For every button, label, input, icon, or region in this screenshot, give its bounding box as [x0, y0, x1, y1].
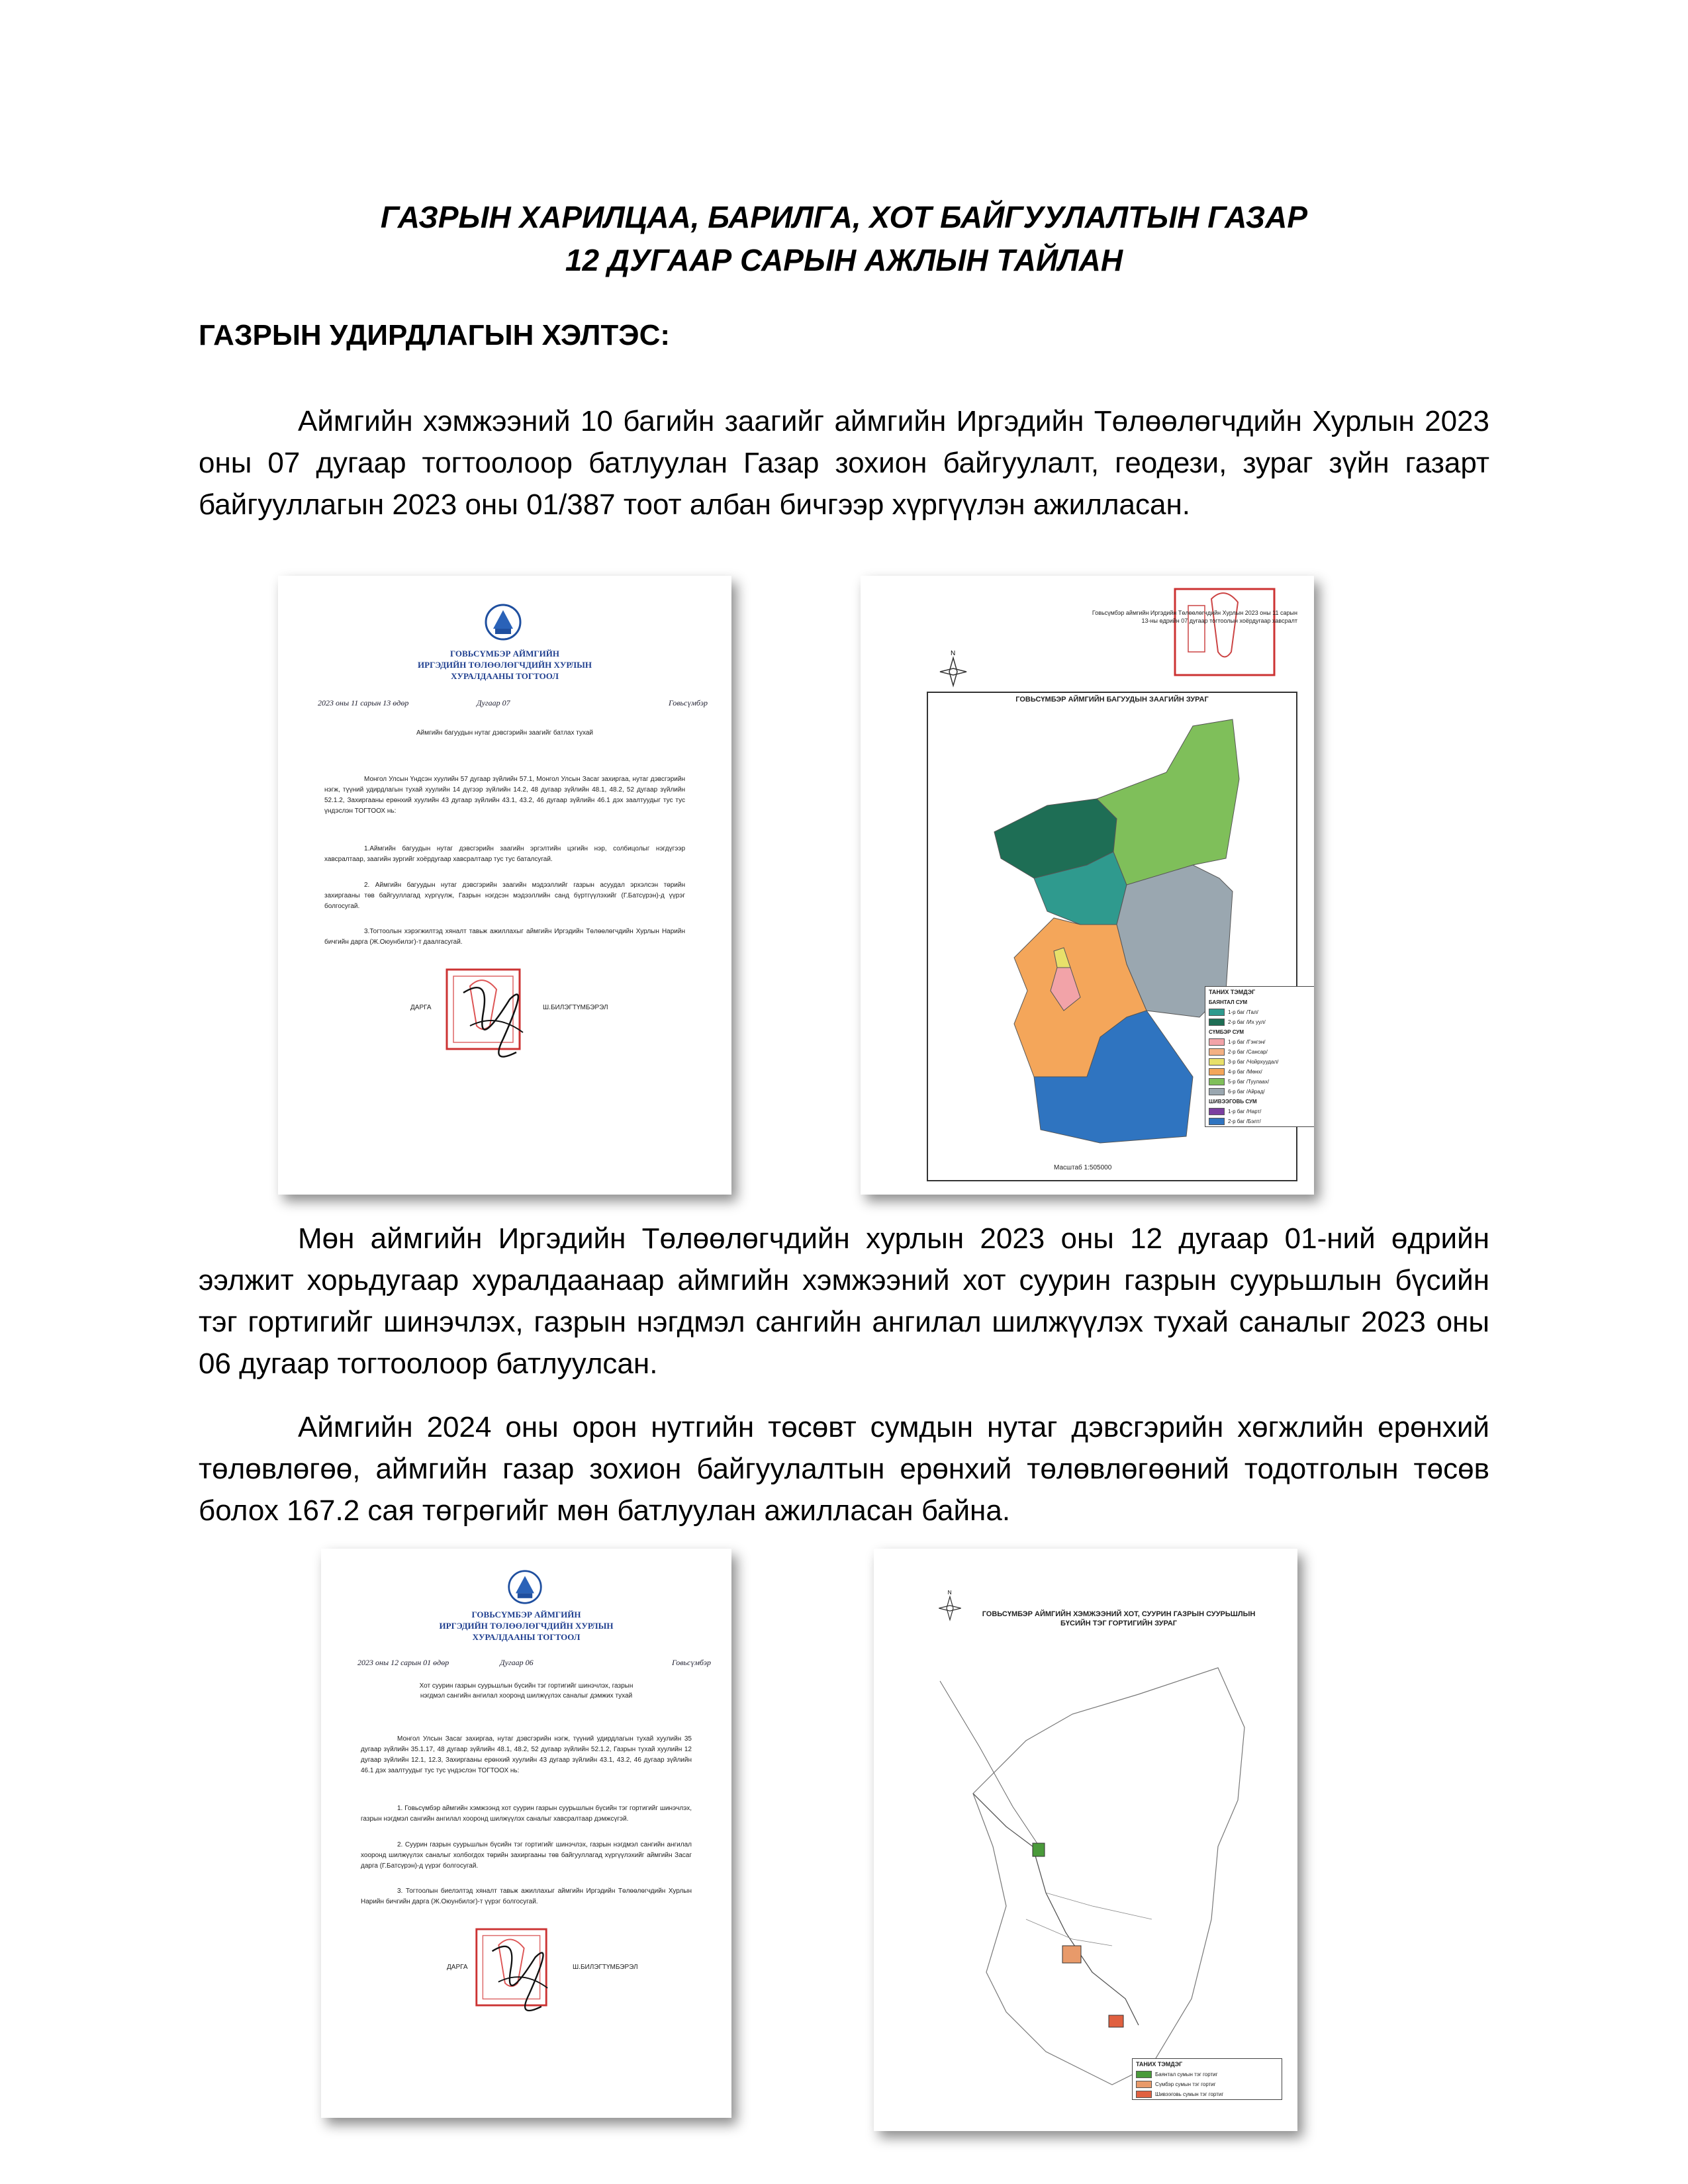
svg-text:N: N [947, 1589, 952, 1596]
legend-label: 2-р баг /Бэлт/ [1228, 1118, 1261, 1124]
legend-label: Сүмбэр сумын тэг гортиг [1155, 2081, 1216, 2087]
doc1-subject: Аймгийн багуудын нутаг дэвсгэрийн заагийг батлах тухай [416, 729, 594, 737]
legend-label: 2-р баг /Их уул/ [1228, 1019, 1266, 1025]
bag-boundary-map [861, 576, 1314, 1195]
paragraph-2: Мөн аймгийн Иргэдийн Төлөөлөгчдийн хурлын 2023 оны 12 дугаар 01-ний өдрийн ээлжит хорьдугаар хуралдаанаар аймгийн хэмжээний хот суурин газрын суурьшлын бүсийн тэг гортигийг шинэчлэх, газрын нэгдмэл сангийн ангилал шилжүүлэх тухай саналыг 2023 оны 06 дугаар тогтоолоор батлуулсан. [199, 1222, 1489, 1380]
doc1-sign-left: ДАРГА [410, 1004, 432, 1011]
doc1-number: Дугаар 07 [477, 698, 510, 707]
resolution-07-scan: ГОВЬСҮМБЭР АЙМГИЙН ИРГЭДИЙН ТӨЛӨӨЛӨГЧДИЙН ХУРЛЫН ХУРАЛДААНЫ ТОГТООЛ 2023 оны 11 сарын 13 өдөр Дугаар 07 Говьсүмбэр Аймгийн багуудын нутаг дэвсгэрийн заагийг батлах тухай Монгол Улсын Үндсэн хуулийн 57 дугаар зүйлийн 57.1, Монгол Улсын Засаг захиргаа, нутаг дэвсгэрийн нэгж, түүний удирдлагын тухай хуулийн 14 дүгээр зүйлийн 14.2, 48 дугаар зүйлийн 48.1, 48.2, 52 дугаар зүйлийн 52.1.2, Захиргааны ерөнхий хуулийн 43 дугаар зүйлийн 43.1, 43.2, 46 дугаар зүйлийн 46.1 дэх заалтуудыг тус тус үндэслэн ТОГТООХ нь: 1.Аймгийн багуудын нутаг дэвсгэрийн заагийн эргэлтийн цэгийн нэр, солбицолыг нэгдүгээр хавсралтаар, заагийн зургийг хоёрдугаар хавсралтаар тус тус баталсугай. 2. Аймгийн багуудын нутаг дэвсгэрийн заагийн мэдээллийг газрын асуудал эрхэлсэн төрийн захиргааны төв байгууллагад хүргүүлж, Газрын нэгдсэн мэдээллийн санд бүртгүүлэхийг (Г.Батсүрэн)-д үүрэг болгосугай. 3.Тогтоолын хэрэгжилтэд хяналт тавьж ажиллахыг аймгийн Иргэдийн Төлөөлөгчдийн Хурлын Нарийн бичгийн дарга (Ж.Оюунбилэг)-т даалгасугай. ДАРГА Ш.БИЛЭГТҮМБЭРЭЛ [278, 576, 731, 1195]
emblem-icon [483, 602, 523, 642]
legend-swatch [1209, 1009, 1225, 1016]
legend-swatch [1209, 1019, 1225, 1026]
doc2-item1: 1. Говьсүмбэр аймгийн хэмжээнд хот суурин газрын суурьшлын бүсийн тэг гортигийг шинэчлэх, газрын нэгдмэл сангийн ангилал хооронд шилжүүлэх саналыг хавсралтаар дэмжсүгэй. [361, 1805, 692, 1823]
doc2-sign-right: Ш.БИЛЭГТҮМБЭРЭЛ [573, 1964, 638, 1971]
doc1-body: Монгол Улсын Үндсэн хуулийн 57 дугаар зүйлийн 57.1, Монгол Улсын Засаг захиргаа, нутаг дэвсгэрийн нэгж, түүний удирдлагын тухай хуулийн 14 дүгээр зүйлийн 14.2, 48 дугаар зүйлийн 48.1, 48.2, 52 дугаар зүйлийн 52.1.2, Захиргааны ерөнхий хуулийн 43 дугаар зүйлийн 43.1, 43.2, 46 дугаар зүйлийн 46.1 дэх заалтуудыг тус тус үндэслэн ТОГТООХ нь: [324, 776, 685, 815]
north-arrow-icon [933, 1588, 966, 1628]
paragraph-3: Аймгийн 2024 оны орон нутгийн төсөвт сумдын нутаг дэвсгэрийн хөгжлийн ерөнхий төлөвлөгөө, аймгийн газар зохион байгуулалтын ерөнхий төлөвлөгөөний тодотголын төсөв болох 167.2 сая төгрөгийг мөн батлуулан ажилласан байна. [199, 1411, 1489, 1527]
map2-legend-item [1133, 2079, 1282, 2089]
map1-stamp-text: Говьсүмбэр аймгийн Иргэдийн Төлөөлөгчдийн Хурлын 2023 оны 11 сарын 13-ны өдрийн 07 дугаар тогтоолын хоёрдугаар хавсралт [1092, 610, 1297, 624]
legend-label: 1-р баг /Нарт/ [1228, 1109, 1262, 1115]
map1-legend-item [1205, 1077, 1314, 1087]
legend-label: 3-р баг /Чойрхуудал/ [1228, 1059, 1279, 1065]
legend-swatch [1136, 2081, 1152, 2088]
map1-legend-group: БАЯНТАЛ СУМ [1209, 999, 1248, 1005]
doc2-sign-left: ДАРГА [447, 1964, 468, 1971]
map1-legend-item [1205, 1116, 1314, 1126]
legend-swatch [1209, 1088, 1225, 1095]
map1-legend-item [1205, 1057, 1314, 1067]
doc2-item3: 3. Тогтоолын биелэлтэд хяналт тавьж ажиллахыг аймгийн Иргэдийн Төлөөлөгчдийн Хурлын Нарийн бичгийн дарга (Ж.Оюунбилэг)-т үүрэг болгосугай. [361, 1888, 692, 1905]
doc2-item2: 2. Суурин газрын суурьшлын бүсийн тэг гортигийг шинэчлэх, газрын нэгдмэл сангийн ангилал хооронд шилжүүлэх саналыг холбогдох төрийн захиргааны төв байгууллагад хүргүүлэхийг аймгийн Засаг дарга (Г.Батсүрэн)-д үүрэг болгосугай. [361, 1841, 692, 1870]
map1-legend-title: ТАНИХ ТЭМДЭГ [1209, 989, 1256, 995]
resolution-06-scan: ГОВЬСҮМБЭР АЙМГИЙН ИРГЭДИЙН ТӨЛӨӨЛӨГЧДИЙН ХУРЛЫН ХУРАЛДААНЫ ТОГТООЛ 2023 оны 12 сарын 01 өдөр Дугаар 06 Говьсүмбэр Хот суурин газрын суурьшлын бүсийн тэг гортигийг шинэчлэх, газрын нэгдмэл сангийн ангилал хооронд шилжүүлэх саналыг дэмжих тухай Монгол Улсын Засаг захиргаа, нутаг дэвсгэрийн нэгж, түүний удирдлагын тухай хуулийн 35 дугаар зүйлийн 35.1.17, 48 дугаар зүйлийн 48.1, 48.2, 52 дугаар зүйлийн 52.1.2, Газрын тухай хуулийн 12 дугаар зүйлийн 12.1, 12.3, Захиргааны ерөнхий хуулийн 43 дугаар зүйлийн 43.1, 43.2, 46 дугаар зүйлийн 46.1 дэх заалтуудыг тус тус үндэслэн ТОГТООХ нь: 1. Говьсүмбэр аймгийн хэмжээнд хот суурин газрын суурьшлын бүсийн тэг гортигийг шинэчлэх, газрын нэгдмэл сангийн ангилал хооронд шилжүүлэх саналыг хавсралтаар дэмжсүгэй. 2. Суурин газрын суурьшлын бүсийн тэг гортигийг шинэчлэх, газрын нэгдмэл сангийн ангилал хооронд шилжүүлэх саналыг холбогдох төрийн захиргааны төв байгууллагад хүргүүлэхийг аймгийн Засаг дарга (Г.Батсүрэн)-д үүрэг болгосугай. 3. Тогтоолын биелэлтэд хяналт тавьж ажиллахыг аймгийн Иргэдийн Төлөөлөгчдийн Хурлын Нарийн бичгийн дарга (Ж.Оюунбилэг)-т үүрэг болгосугай. ДАРГА Ш.БИЛЭГТҮМБЭРЭЛ [321, 1549, 731, 2118]
map2-legend-item [1133, 2089, 1282, 2099]
legend-swatch [1209, 1058, 1225, 1066]
map1-scale: Масштаб 1:505000 [1054, 1164, 1112, 1171]
map1-legend-item [1205, 1087, 1314, 1097]
report-title-line1: ГАЗРЫН ХАРИЛЦАА, БАРИЛГА, ХОТ БАЙГУУЛАЛТЫН ГАЗАР [380, 200, 1308, 234]
map1-title: ГОВЬСҮМБЭР АЙМГИЙН БАГУУДЫН ЗААГИЙН ЗУРАГ [1015, 696, 1209, 704]
legend-label: 6-р баг /Айрад/ [1228, 1089, 1265, 1095]
emblem-icon [506, 1569, 543, 1606]
map1-legend-item [1205, 1007, 1314, 1017]
legend-label: 1-р баг /Тал/ [1228, 1009, 1258, 1015]
signature [480, 1933, 566, 2025]
settlement-zone-map [874, 1549, 1297, 2131]
doc1-item1: 1.Аймгийн багуудын нутаг дэвсгэрийн заагийн эргэлтийн цэгийн нэр, солбицолыг нэгдүгээр хавсралтаар, заагийн зургийг хоёрдугаар хавсралтаар тус тус баталсугай. [324, 845, 685, 863]
settlement-zone-outline [874, 1628, 1297, 2131]
legend-swatch [1136, 2091, 1152, 2098]
north-arrow-icon [933, 649, 973, 695]
map1-legend-item [1205, 1047, 1314, 1057]
map1-legend-item [1205, 1017, 1314, 1027]
doc2-org-line3: ХУРАЛДААНЫ ТОГТООЛ [472, 1632, 581, 1642]
doc1-item2: 2. Аймгийн багуудын нутаг дэвсгэрийн заагийн мэдээллийг газрын асуудал эрхэлсэн төрийн захиргааны төв байгууллагад хүргүүлж, Газрын нэгдсэн мэдээллийн санд бүртгүүлэхийг (Г.Батсүрэн)-д үүрэг болгосугай. [324, 882, 685, 910]
doc2-org-line1: ГОВЬСҮМБЭР АЙМГИЙН [471, 1610, 581, 1619]
doc1-org-line1: ГОВЬСҮМБЭР АЙМГИЙН [449, 649, 560, 659]
doc2-number: Дугаар 06 [500, 1658, 534, 1667]
legend-label: Баянтал сумын тэг гортиг [1155, 2071, 1218, 2077]
report-title-line2: 12 ДУГААР САРЫН АЖЛЫН ТАЙЛАН [565, 243, 1123, 277]
map2-legend [1132, 2058, 1282, 2100]
signature [450, 973, 543, 1072]
doc1-date: 2023 оны 11 сарын 13 өдөр [318, 698, 409, 707]
legend-swatch [1209, 1118, 1225, 1125]
legend-label: 2-р баг /Сансар/ [1228, 1049, 1268, 1055]
legend-label: 5-р баг /Туулаах/ [1228, 1079, 1270, 1085]
map1-legend-group: ШИВЭЭГОВЬ СУМ [1209, 1099, 1257, 1105]
doc2-subject: Хот суурин газрын суурьшлын бүсийн тэг гортигийг шинэчлэх, газрын нэгдмэл сангийн ангилал хооронд шилжүүлэх саналыг дэмжих тухай [419, 1682, 633, 1700]
section-heading: ГАЗРЫН УДИРДЛАГЫН ХЭЛТЭС: [199, 319, 670, 351]
map2-legend-item [1133, 2070, 1282, 2079]
legend-label: Шивээговь сумын тэг гортиг [1155, 2091, 1224, 2097]
paragraph-1: Аймгийн хэмжээний 10 багийн заагийг аймгийн Иргэдийн Төлөөлөгчдийн Хурлын 2023 оны 07 дугаар тогтоолоор батлуулан Газар зохион байгуулалт, геодези, зураг зүйн газарт байгууллагын 2023 оны 01/387 тоот албан бичгээр хүргүүлэн ажилласан. [199, 405, 1489, 521]
legend-swatch [1209, 1108, 1225, 1115]
doc2-date: 2023 оны 12 сарын 01 өдөр [357, 1658, 449, 1667]
doc2-body: Монгол Улсын Засаг захиргаа, нутаг дэвсгэрийн нэгж, түүний удирдлагын тухай хуулийн 35 дугаар зүйлийн 35.1.17, 48 дугаар зүйлийн 48.1, 48.2, 52 дугаар зүйлийн 52.1.2, Газрын тухай хуулийн 12 дугаар зүйлийн 12.1, 12.3, Захиргааны ерөнхий хуулийн 43 дугаар зүйлийн 43.1, 43.2, 46 дугаар зүйлийн 46.1 дэх заалтуудыг тус тус үндэслэн ТОГТООХ нь: [361, 1735, 692, 1774]
doc1-org-line2: ИРГЭДИЙН ТӨЛӨӨЛӨГЧДИЙН ХУРЛЫН [418, 660, 592, 670]
legend-swatch [1209, 1078, 1225, 1085]
doc2-org-line2: ИРГЭДИЙН ТӨЛӨӨЛӨГЧДИЙН ХУРЛЫН [439, 1621, 614, 1631]
legend-swatch [1209, 1068, 1225, 1075]
map1-legend-item [1205, 1067, 1314, 1077]
red-seal [1172, 586, 1278, 678]
map2-legend-title: ТАНИХ ТЭМДЭГ [1136, 2061, 1183, 2068]
map1-legend-group: СҮМБЭР СУМ [1209, 1029, 1244, 1035]
legend-swatch [1136, 2071, 1152, 2078]
legend-swatch [1209, 1038, 1225, 1046]
legend-swatch [1209, 1048, 1225, 1056]
legend-label: 1-р баг /Гэнгэн/ [1228, 1039, 1266, 1045]
map2-title: ГОВЬСҮМБЭР АЙМГИЙН ХЭМЖЭЭНИЙ ХОТ, СУУРИН ГАЗРЫН СУУРЬШЛЫН БҮСИЙН ТЭГ ГОРТИГИЙН ЗУРАГ [982, 1610, 1256, 1627]
doc1-sign-right: Ш.БИЛЭГТҮМБЭРЭЛ [543, 1004, 608, 1011]
legend-label: 4-р баг /Мөнх/ [1228, 1069, 1262, 1075]
map1-legend-item [1205, 1107, 1314, 1116]
map1-legend-item [1205, 1037, 1314, 1047]
doc1-item3: 3.Тогтоолын хэрэгжилтэд хяналт тавьж ажиллахыг аймгийн Иргэдийн Төлөөлөгчдийн Хурлын Нарийн бичгийн дарга (Ж.Оюунбилэг)-т даалгасугай. [324, 928, 685, 946]
doc1-org-line3: ХУРАЛДААНЫ ТОГТООЛ [451, 671, 559, 681]
map1-legend [1205, 986, 1314, 1127]
svg-text:N: N [951, 650, 956, 657]
